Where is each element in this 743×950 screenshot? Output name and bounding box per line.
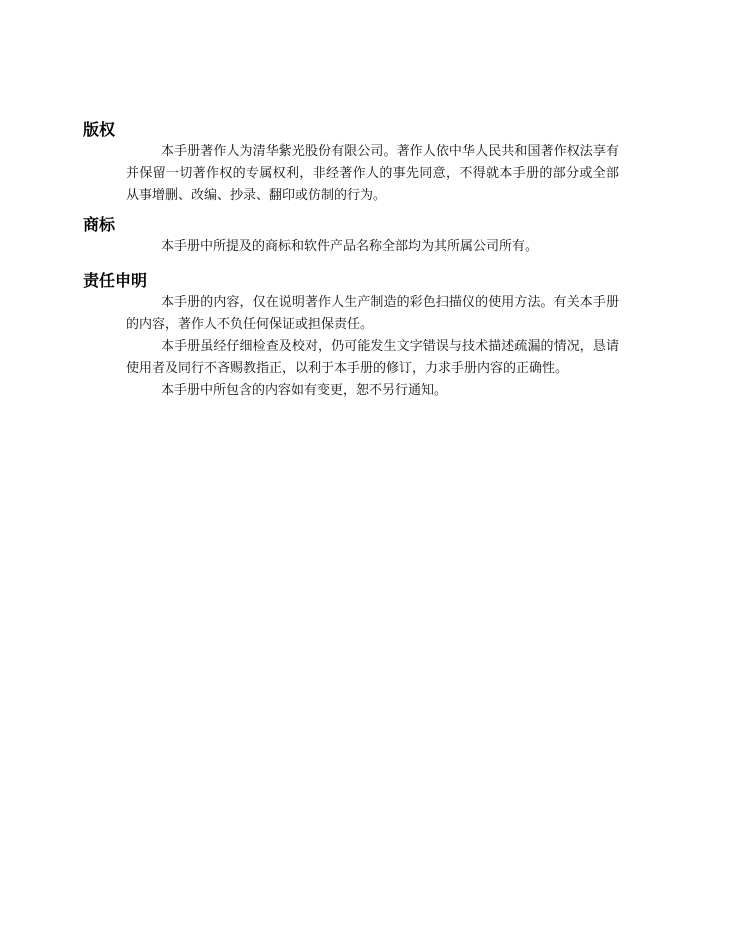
- trademark-section: [83, 214, 623, 258]
- disclaimer-paragraph-usage: 本手册的内容，仅在说明著作人生产制造的彩色扫描仪的使用方法。有关本手册的内容，著作人不负任何保证或担保责任。: [126, 295, 619, 332]
- disclaimer-paragraph-errors: 本手册虽经仔细检查及校对，仍可能发生文字错误与技术描述疏漏的情况，恳请使用者及同行不吝赐教指正，以利于本手册的修订，力求手册内容的正确性。: [126, 339, 619, 376]
- copyright-section: [83, 119, 623, 207]
- disclaimer-paragraph-changes: 本手册中所包含的内容如有变更，恕不另行通知。: [161, 383, 448, 398]
- copyright-heading: 版权: [83, 120, 116, 139]
- copyright-paragraph: 本手册著作人为清华紫光股份有限公司。著作人依中华人民共和国著作权法享有并保留一切著作权的专属权利，非经著作人的事先同意，不得就本手册的部分或全部从事增删、改编、抄录、翻印或仿制的行为。: [126, 144, 619, 203]
- trademark-body: [126, 236, 619, 258]
- disclaimer-body: [126, 292, 619, 402]
- trademark-heading: 商标: [83, 215, 116, 234]
- disclaimer-section: [83, 270, 623, 402]
- disclaimer-heading: 责任申明: [83, 271, 148, 290]
- trademark-paragraph: 本手册中所提及的商标和软件产品名称全部均为其所属公司所有。: [161, 239, 539, 254]
- copyright-body: [126, 141, 619, 207]
